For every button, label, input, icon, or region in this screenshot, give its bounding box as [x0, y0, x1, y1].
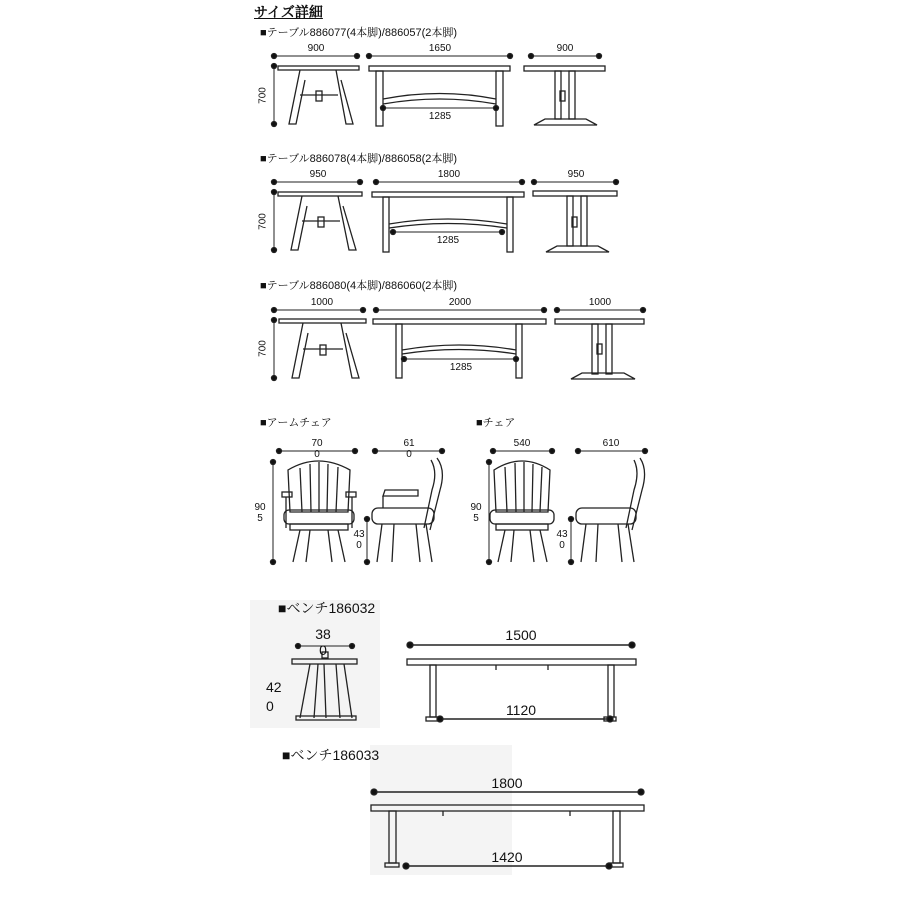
bench1-height: 42 0 — [266, 679, 282, 714]
armchair-height: 90 5 — [254, 502, 266, 524]
chair-side-drawing — [569, 449, 648, 565]
chair-seat-height: 43 0 — [556, 529, 568, 551]
bench1-depth: 38 0 — [315, 626, 331, 658]
table2-width-end: 950 — [567, 169, 585, 180]
armchair-heading: ■アームチェア — [260, 417, 332, 429]
table2-heading: ■テーブル886078(4本脚)/886058(2本脚) — [260, 153, 458, 165]
table1-width-end: 900 — [556, 43, 574, 54]
armchair-seat-height: 43 0 — [353, 529, 365, 551]
table3-inner-span: 1285 — [449, 362, 473, 373]
table1-inner-span: 1285 — [428, 111, 452, 122]
chair-depth: 610 — [602, 438, 620, 449]
table1-height: 700 — [257, 87, 269, 104]
armchair-depth: 61 0 — [403, 438, 415, 460]
bench1-length: 1500 — [505, 627, 537, 643]
table1-width-side: 900 — [307, 43, 325, 54]
table3-width-side: 1000 — [310, 297, 334, 308]
bench2-length: 1800 — [491, 775, 523, 791]
table3-width-end: 1000 — [588, 297, 612, 308]
chair-heading: ■チェア — [476, 417, 516, 429]
bench1-heading: ■ベンチ186032 — [278, 600, 376, 616]
table1-length: 1650 — [428, 43, 452, 54]
armchair-front-drawing — [271, 449, 358, 565]
table1-heading: ■テーブル886077(4本脚)/886057(2本脚) — [260, 27, 458, 39]
bench2-heading: ■ベンチ186033 — [282, 747, 380, 763]
chair-height: 90 5 — [470, 502, 482, 524]
table3-heading: ■テーブル886080(4本脚)/886060(2本脚) — [260, 280, 458, 292]
bench2-leg-span: 1420 — [491, 849, 523, 865]
chair-width: 540 — [513, 438, 531, 449]
bench1-leg-span: 1120 — [505, 702, 537, 718]
table2-width-side: 950 — [309, 169, 327, 180]
table3-length: 2000 — [448, 297, 472, 308]
table3-height: 700 — [257, 340, 269, 357]
chair-front-drawing — [487, 449, 555, 565]
table2-length: 1800 — [437, 169, 461, 180]
armchair-side-drawing — [365, 449, 445, 565]
page-title: サイズ詳細 — [254, 4, 323, 20]
table2-inner-span: 1285 — [436, 235, 460, 246]
armchair-width: 70 0 — [311, 438, 323, 460]
table2-height: 700 — [257, 213, 269, 230]
